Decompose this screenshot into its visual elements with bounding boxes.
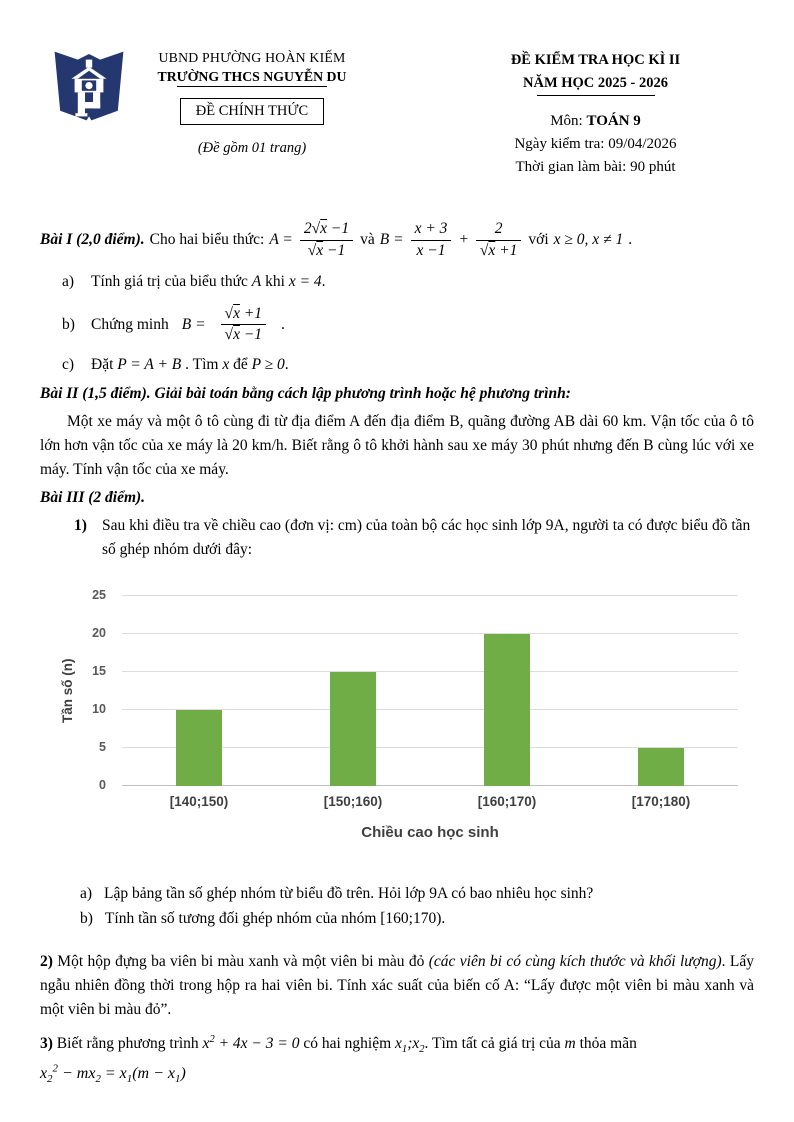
item-label: 2) xyxy=(40,953,53,971)
school-logo-icon xyxy=(48,46,130,126)
joiner-text: và xyxy=(360,231,375,248)
problem-1b xyxy=(40,298,754,350)
chart-x-axis-label: Chiều cao học sinh xyxy=(361,823,499,841)
exam-header xyxy=(0,44,794,212)
condition-math: x ≥ 0, x ≠ 1 xyxy=(553,231,624,248)
category-label: [150;160) xyxy=(323,793,383,809)
problem-3-heading: Bài III (2 điểm). xyxy=(40,488,146,506)
text: có hai nghiệm xyxy=(299,1035,396,1053)
period: . xyxy=(628,231,633,248)
problem-3-heading-line xyxy=(40,486,754,510)
problem-1c xyxy=(40,353,754,376)
problem-3-1b xyxy=(40,907,754,930)
gridline xyxy=(122,633,738,634)
subject-name: TOÁN 9 xyxy=(586,113,641,130)
underline-rule xyxy=(537,95,655,96)
category-label: [160;170) xyxy=(477,793,537,809)
item-text: Lập bảng tần số ghép nhóm từ biểu đồ trên. Hỏi lớp 9A có bao nhiêu học sinh? xyxy=(104,884,594,902)
item-label: b) xyxy=(80,909,93,927)
category-label: [170;180) xyxy=(631,793,691,809)
period: . xyxy=(281,315,285,333)
y-tick-label: 0 xyxy=(99,777,106,792)
fraction-B2-numerator: 2 xyxy=(476,219,522,240)
equation: P = A + B xyxy=(117,356,182,374)
official-exam-badge: ĐỀ CHÍNH THỨC xyxy=(180,98,324,125)
item-text: Tính tần số tương đối ghép nhóm của nhóm [160;170). xyxy=(104,909,446,927)
expr-B-lhs: B = xyxy=(379,231,404,248)
italic-note: (các viên bi có cùng kích thước và khối lượng) xyxy=(428,953,722,971)
condition-prefix: với xyxy=(528,231,549,248)
problem-3-item-3-equation: $x_2^2 - mx_2 = x_1(m - x_1)$ xyxy=(40,1062,186,1086)
roots: $x_1;x_2$ xyxy=(395,1035,425,1056)
text: . Lấy ngẫu nhiên đồng thời trong hộp ra hai viên bi. Tính xác suất của biến cố A: “Lấy được một viên bi màu xanh và một viên bi màu đỏ”. xyxy=(40,953,754,1019)
problem-3-item-1 xyxy=(40,514,754,562)
exam-duration: Thời gian làm bài: 90 phút xyxy=(515,158,676,175)
period: . xyxy=(284,356,289,374)
frequency-histogram xyxy=(56,586,756,852)
text: khi xyxy=(265,273,285,290)
text: . Tìm tất cả giá trị của xyxy=(424,1035,565,1053)
fraction-B1-denominator: x −1 xyxy=(416,241,446,259)
item-text xyxy=(91,270,326,293)
problem-1-heading: Bài I (2,0 điểm). xyxy=(40,231,145,248)
problem-1-intro-text: Cho hai biểu thức: xyxy=(149,231,265,248)
fraction-B1-numerator: x + 3 xyxy=(411,219,452,240)
problem-1-intro xyxy=(40,212,754,268)
problem-2-heading-line xyxy=(40,382,754,406)
period: . xyxy=(321,273,326,290)
category-label: [140;150) xyxy=(169,793,229,809)
problem-1a xyxy=(40,270,754,293)
text: thỏa mãn xyxy=(575,1035,637,1053)
equation: $x^2 + 4x - 3 = 0$ xyxy=(202,1034,300,1053)
text: Một hộp đựng ba viên bi màu xanh và một viên bi màu đỏ xyxy=(57,953,429,971)
expr-A-lhs: A = xyxy=(269,231,293,248)
text: để xyxy=(233,356,248,374)
fraction-numerator: √x +1 xyxy=(221,304,267,325)
gridline xyxy=(122,671,738,672)
equation: x = 4 xyxy=(288,273,322,290)
var-A: A xyxy=(251,273,262,290)
item-label: a) xyxy=(80,884,93,902)
problem-2-heading: Bài II (1,5 điểm) xyxy=(40,384,147,402)
inequality: P ≥ 0 xyxy=(251,356,285,374)
text: Biết rằng phương trình xyxy=(56,1035,203,1053)
exam-year: NĂM HỌC 2025 - 2026 xyxy=(523,75,668,92)
text: Chứng minh xyxy=(91,315,169,333)
text: Tính giá trị của biểu thức xyxy=(91,273,248,290)
item-label: 1) xyxy=(74,516,87,534)
y-tick-label: 15 xyxy=(92,663,106,678)
item-text: Sau khi điều tra về chiều cao (đơn vị: cm) của toàn bộ các học sinh lớp 9A, người ta có được biểu đồ tần số ghép nhóm dưới đây: xyxy=(102,516,751,558)
bar-[150;160) xyxy=(330,672,376,786)
school-name: TRƯỜNG THCS NGUYỄN DU xyxy=(157,69,347,84)
subject-label: Môn: xyxy=(550,113,587,130)
var-m: m xyxy=(564,1035,576,1053)
fraction-A-denominator: √x −1 xyxy=(307,241,346,259)
exam-body xyxy=(40,212,754,1087)
chart-categories xyxy=(122,794,738,809)
y-tick-label: 5 xyxy=(99,739,106,754)
y-tick-label: 20 xyxy=(92,625,106,640)
item-label: a) xyxy=(62,273,75,290)
y-tick-label: 10 xyxy=(92,701,106,716)
problem-3-item-2 xyxy=(40,950,754,1022)
chart-y-axis-label: Tần số (n) xyxy=(60,658,75,723)
chart-plot-area xyxy=(122,596,738,786)
item-label: b) xyxy=(62,315,75,333)
item-text xyxy=(91,353,289,376)
fraction-B1 xyxy=(411,219,452,260)
gridline xyxy=(122,595,738,596)
chart-y-axis-ticks xyxy=(84,587,114,792)
text: . Tìm xyxy=(185,356,219,374)
problem-2-subtitle: . Giải bài toán bằng cách lập phương trình hoặc hệ phương trình: xyxy=(146,384,571,402)
bar-[170;180) xyxy=(638,748,684,786)
item-label: c) xyxy=(62,356,75,374)
plus-sign: + xyxy=(458,231,469,248)
header-left-block xyxy=(128,50,376,157)
fraction-B2-denominator: √x +1 xyxy=(479,241,518,259)
bar-[140;150) xyxy=(176,710,222,786)
expr-B-lhs: B = xyxy=(181,315,206,333)
fraction-B-simplified xyxy=(221,304,267,345)
exam-date: Ngày kiểm tra: 09/04/2026 xyxy=(514,135,677,152)
fraction-A xyxy=(300,219,353,260)
exam-title: ĐỀ KIỂM TRA HỌC KÌ II xyxy=(510,52,681,68)
problem-3-item-3 xyxy=(40,1030,754,1058)
problem-2-body: Một xe máy và một ô tô cùng đi từ địa điểm A đến địa điểm B, quãng đường AB dài 60 km. Vận tốc của ô tô lớn hơn vận tốc của xe máy là 20 km/h. Biết rằng ô tô khởi hành sau xe máy 30 phút nhưng đến B cùng lúc với xe máy. Tính vận tốc của xe máy. xyxy=(40,412,754,478)
fraction-B2 xyxy=(476,219,522,260)
bar-[160;170) xyxy=(484,634,530,786)
text: Đặt xyxy=(91,356,114,374)
fraction-denominator: √x −1 xyxy=(224,325,263,343)
var-x: x xyxy=(222,356,230,374)
y-tick-label: 25 xyxy=(92,587,106,602)
item-label: 3) xyxy=(40,1035,53,1053)
pages-note: (Đề gồm 01 trang) xyxy=(197,140,307,156)
header-right-block xyxy=(428,50,763,178)
subject-line xyxy=(428,111,763,133)
org-name: UBND PHƯỜNG HOÀN KIẾM xyxy=(158,50,346,65)
problem-3-1a xyxy=(40,882,754,905)
fraction-A-numerator: 2√x −1 xyxy=(300,219,353,240)
